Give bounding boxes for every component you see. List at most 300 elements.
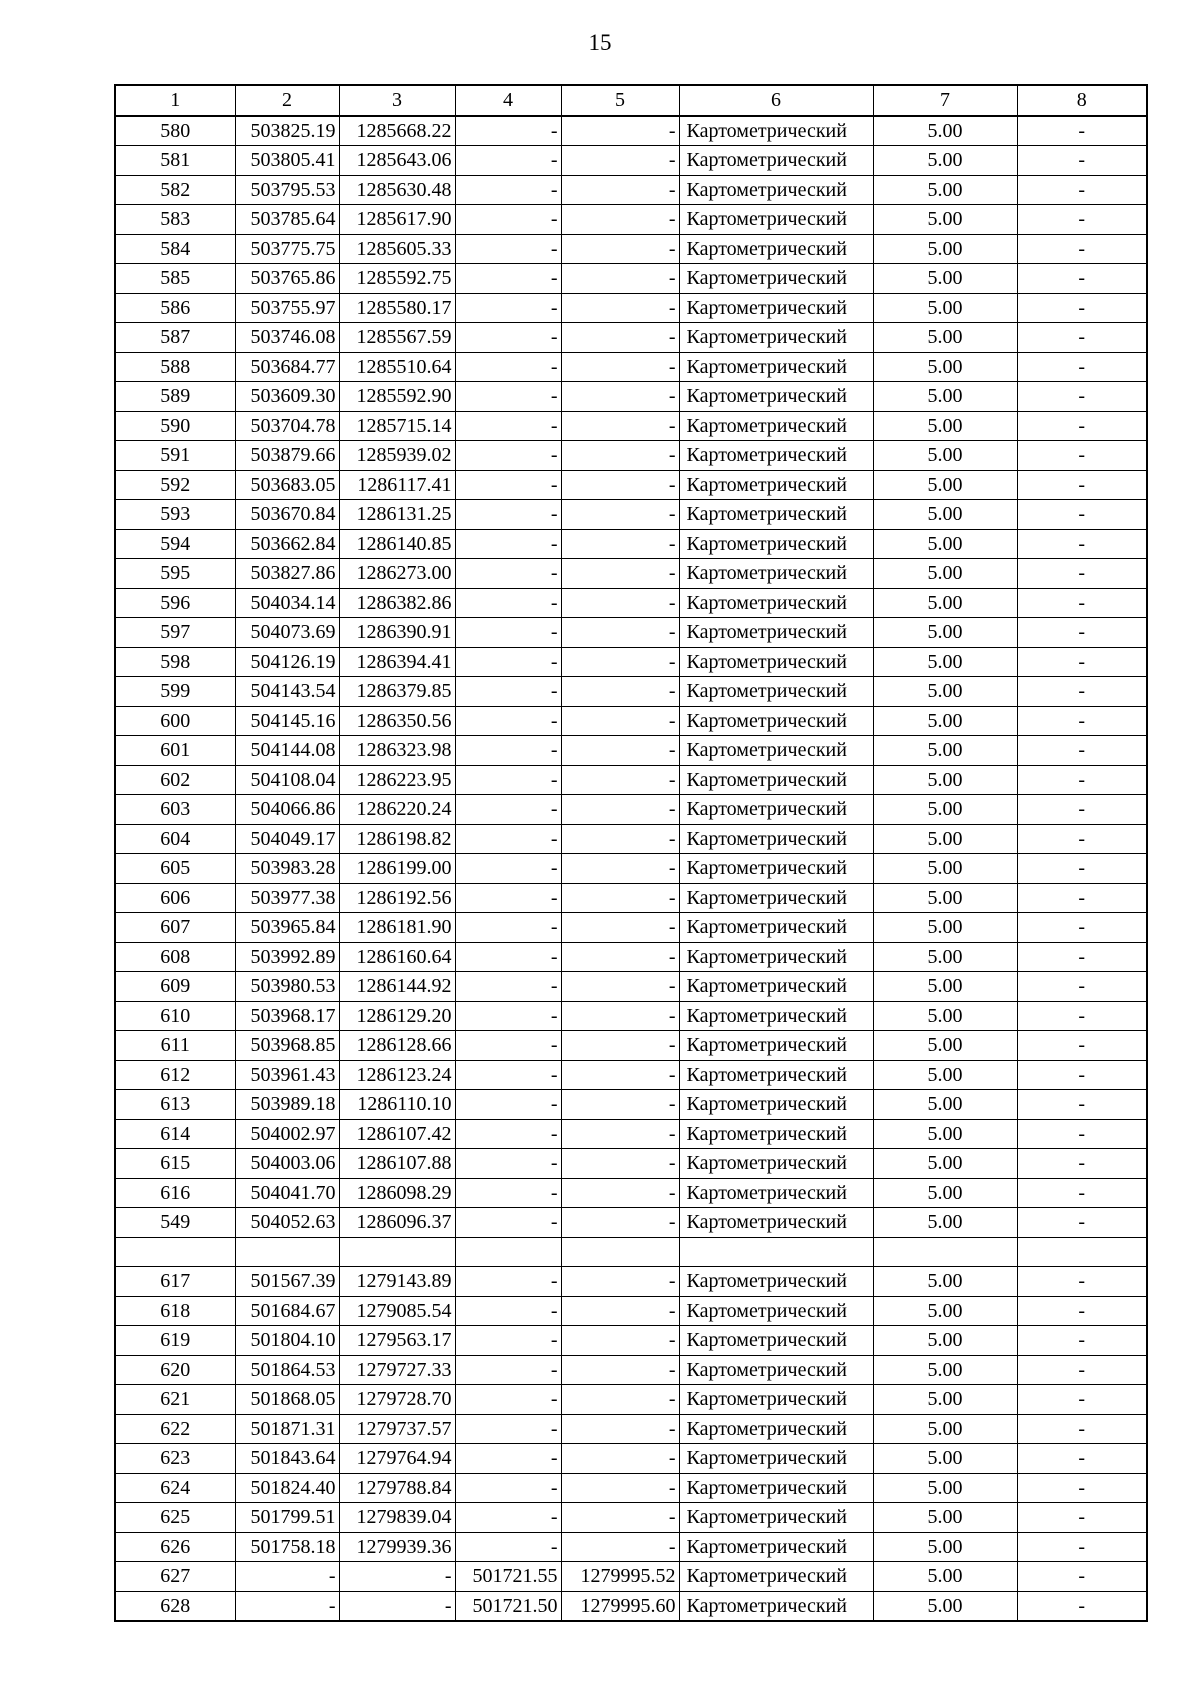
cell-y-coordinate: 1286110.10 (339, 1090, 455, 1120)
cell-accuracy: 5.00 (873, 1178, 1017, 1208)
cell-y-coordinate-alt: - (561, 588, 679, 618)
cell-accuracy: 5.00 (873, 883, 1017, 913)
cell-point-number: 585 (115, 264, 235, 294)
cell-x-coordinate-alt: - (455, 618, 561, 648)
cell-method: Картометрический (679, 972, 873, 1002)
cell-x-coordinate: 504073.69 (235, 618, 339, 648)
cell-note: - (1017, 618, 1147, 648)
table-row (115, 647, 1147, 677)
cell-method: Картометрический (679, 382, 873, 412)
table-row (115, 854, 1147, 884)
cell-y-coordinate-alt (561, 1237, 679, 1267)
cell-note: - (1017, 1119, 1147, 1149)
cell-accuracy: 5.00 (873, 264, 1017, 294)
cell-x-coordinate: 503683.05 (235, 470, 339, 500)
cell-note: - (1017, 765, 1147, 795)
cell-y-coordinate-alt: - (561, 411, 679, 441)
cell-note: - (1017, 411, 1147, 441)
cell-y-coordinate: 1279737.57 (339, 1414, 455, 1444)
cell-note: - (1017, 883, 1147, 913)
cell-x-coordinate-alt: - (455, 1503, 561, 1533)
cell-x-coordinate: 504126.19 (235, 647, 339, 677)
cell-note: - (1017, 470, 1147, 500)
cell-y-coordinate-alt: - (561, 913, 679, 943)
table-row (115, 677, 1147, 707)
cell-y-coordinate: 1286379.85 (339, 677, 455, 707)
cell-x-coordinate-alt: - (455, 559, 561, 589)
cell-accuracy: 5.00 (873, 234, 1017, 264)
cell-point-number: 581 (115, 146, 235, 176)
cell-x-coordinate: - (235, 1562, 339, 1592)
table-row (115, 795, 1147, 825)
cell-y-coordinate: - (339, 1562, 455, 1592)
cell-method: Картометрический (679, 1444, 873, 1474)
cell-y-coordinate-alt: - (561, 677, 679, 707)
cell-y-coordinate: 1279788.84 (339, 1473, 455, 1503)
cell-accuracy: 5.00 (873, 618, 1017, 648)
cell-accuracy: 5.00 (873, 824, 1017, 854)
cell-note: - (1017, 1031, 1147, 1061)
cell-note: - (1017, 972, 1147, 1002)
cell-x-coordinate: 503980.53 (235, 972, 339, 1002)
cell-point-number: 615 (115, 1149, 235, 1179)
cell-y-coordinate-alt: - (561, 441, 679, 471)
cell-method: Картометрический (679, 264, 873, 294)
cell-accuracy: 5.00 (873, 854, 1017, 884)
cell-y-coordinate: 1286390.91 (339, 618, 455, 648)
cell-y-coordinate-alt: - (561, 116, 679, 146)
table-row (115, 264, 1147, 294)
cell-note: - (1017, 382, 1147, 412)
cell-x-coordinate: 503977.38 (235, 883, 339, 913)
cell-method: Картометрический (679, 234, 873, 264)
cell-x-coordinate-alt: - (455, 293, 561, 323)
cell-y-coordinate-alt: - (561, 293, 679, 323)
cell-x-coordinate: 504144.08 (235, 736, 339, 766)
cell-y-coordinate: 1285592.90 (339, 382, 455, 412)
cell-note: - (1017, 1355, 1147, 1385)
cell-x-coordinate-alt: - (455, 352, 561, 382)
cell-y-coordinate: 1286350.56 (339, 706, 455, 736)
cell-y-coordinate: 1286382.86 (339, 588, 455, 618)
cell-x-coordinate-alt: - (455, 323, 561, 353)
table-row (115, 1237, 1147, 1267)
cell-accuracy: 5.00 (873, 913, 1017, 943)
cell-x-coordinate: 503965.84 (235, 913, 339, 943)
cell-point-number: 606 (115, 883, 235, 913)
cell-note: - (1017, 234, 1147, 264)
cell-y-coordinate: 1286199.00 (339, 854, 455, 884)
cell-accuracy: 5.00 (873, 647, 1017, 677)
cell-y-coordinate-alt: - (561, 1503, 679, 1533)
cell-y-coordinate: 1279764.94 (339, 1444, 455, 1474)
cell-point-number: 596 (115, 588, 235, 618)
cell-note: - (1017, 293, 1147, 323)
column-header-5: 5 (561, 85, 679, 116)
cell-y-coordinate-alt: - (561, 470, 679, 500)
cell-note: - (1017, 824, 1147, 854)
table-row (115, 913, 1147, 943)
cell-point-number: 580 (115, 116, 235, 146)
cell-x-coordinate: 501684.67 (235, 1296, 339, 1326)
cell-point-number: 604 (115, 824, 235, 854)
cell-x-coordinate: 504145.16 (235, 706, 339, 736)
cell-x-coordinate-alt: - (455, 146, 561, 176)
cell-x-coordinate: 504066.86 (235, 795, 339, 825)
table-row (115, 1149, 1147, 1179)
cell-x-coordinate: 503746.08 (235, 323, 339, 353)
cell-accuracy (873, 1237, 1017, 1267)
cell-method: Картометрический (679, 116, 873, 146)
cell-x-coordinate-alt (455, 1237, 561, 1267)
cell-x-coordinate-alt: 501721.50 (455, 1591, 561, 1621)
cell-accuracy: 5.00 (873, 972, 1017, 1002)
cell-x-coordinate: 504034.14 (235, 588, 339, 618)
cell-x-coordinate-alt: - (455, 1119, 561, 1149)
cell-method: Картометрический (679, 323, 873, 353)
cell-point-number: 600 (115, 706, 235, 736)
cell-method: Картометрический (679, 1178, 873, 1208)
cell-note: - (1017, 647, 1147, 677)
cell-y-coordinate-alt: - (561, 1178, 679, 1208)
cell-y-coordinate-alt: - (561, 175, 679, 205)
cell-y-coordinate: 1285630.48 (339, 175, 455, 205)
cell-y-coordinate: 1285567.59 (339, 323, 455, 353)
cell-note: - (1017, 1208, 1147, 1238)
cell-note: - (1017, 441, 1147, 471)
cell-y-coordinate-alt: - (561, 234, 679, 264)
table-row (115, 352, 1147, 382)
cell-x-coordinate: 501567.39 (235, 1267, 339, 1297)
cell-method: Картометрический (679, 677, 873, 707)
cell-y-coordinate-alt: - (561, 559, 679, 589)
cell-y-coordinate-alt: - (561, 1001, 679, 1031)
cell-point-number: 602 (115, 765, 235, 795)
cell-method: Картометрический (679, 1296, 873, 1326)
cell-x-coordinate (235, 1237, 339, 1267)
cell-y-coordinate: 1286117.41 (339, 470, 455, 500)
cell-x-coordinate: 504143.54 (235, 677, 339, 707)
cell-x-coordinate-alt: - (455, 1060, 561, 1090)
cell-x-coordinate-alt: - (455, 1149, 561, 1179)
cell-point-number: 607 (115, 913, 235, 943)
cell-y-coordinate: 1285617.90 (339, 205, 455, 235)
cell-accuracy: 5.00 (873, 470, 1017, 500)
cell-y-coordinate: 1286192.56 (339, 883, 455, 913)
cell-x-coordinate-alt: - (455, 1031, 561, 1061)
table-row (115, 1267, 1147, 1297)
cell-x-coordinate: 501864.53 (235, 1355, 339, 1385)
cell-x-coordinate-alt: - (455, 470, 561, 500)
cell-accuracy: 5.00 (873, 1562, 1017, 1592)
cell-method: Картометрический (679, 1414, 873, 1444)
cell-x-coordinate-alt: - (455, 500, 561, 530)
table-row (115, 1060, 1147, 1090)
cell-accuracy: 5.00 (873, 1031, 1017, 1061)
table-row (115, 1385, 1147, 1415)
cell-note: - (1017, 323, 1147, 353)
cell-point-number: 617 (115, 1267, 235, 1297)
cell-y-coordinate-alt: - (561, 1090, 679, 1120)
cell-note: - (1017, 500, 1147, 530)
cell-note: - (1017, 559, 1147, 589)
cell-method: Картометрический (679, 588, 873, 618)
cell-x-coordinate: 503968.85 (235, 1031, 339, 1061)
cell-x-coordinate: 503775.75 (235, 234, 339, 264)
cell-x-coordinate-alt: - (455, 765, 561, 795)
table-row (115, 1355, 1147, 1385)
cell-y-coordinate-alt: - (561, 1444, 679, 1474)
cell-method: Картометрический (679, 1591, 873, 1621)
cell-x-coordinate-alt: - (455, 1444, 561, 1474)
cell-x-coordinate-alt: - (455, 1090, 561, 1120)
cell-x-coordinate: 503670.84 (235, 500, 339, 530)
cell-point-number: 608 (115, 942, 235, 972)
cell-y-coordinate-alt: - (561, 1149, 679, 1179)
cell-y-coordinate-alt: - (561, 1326, 679, 1356)
cell-note: - (1017, 588, 1147, 618)
cell-method: Картометрический (679, 1562, 873, 1592)
table-row (115, 1001, 1147, 1031)
cell-method: Картометрический (679, 942, 873, 972)
cell-accuracy: 5.00 (873, 116, 1017, 146)
cell-point-number: 587 (115, 323, 235, 353)
cell-y-coordinate: 1286223.95 (339, 765, 455, 795)
cell-accuracy: 5.00 (873, 293, 1017, 323)
cell-x-coordinate-alt: - (455, 942, 561, 972)
cell-x-coordinate-alt: - (455, 706, 561, 736)
table-row (115, 323, 1147, 353)
cell-point-number: 584 (115, 234, 235, 264)
cell-y-coordinate: 1285715.14 (339, 411, 455, 441)
cell-method: Картометрический (679, 913, 873, 943)
cell-accuracy: 5.00 (873, 146, 1017, 176)
cell-x-coordinate-alt: - (455, 824, 561, 854)
cell-method: Картометрический (679, 1355, 873, 1385)
cell-point-number: 628 (115, 1591, 235, 1621)
cell-x-coordinate: 501824.40 (235, 1473, 339, 1503)
cell-x-coordinate: 503992.89 (235, 942, 339, 972)
cell-point-number: 616 (115, 1178, 235, 1208)
cell-x-coordinate: 503609.30 (235, 382, 339, 412)
cell-y-coordinate-alt: 1279995.52 (561, 1562, 679, 1592)
cell-y-coordinate: 1285592.75 (339, 264, 455, 294)
cell-method: Картометрический (679, 1473, 873, 1503)
cell-x-coordinate: 503684.77 (235, 352, 339, 382)
cell-accuracy: 5.00 (873, 205, 1017, 235)
cell-y-coordinate-alt: - (561, 1355, 679, 1385)
cell-x-coordinate-alt: - (455, 411, 561, 441)
cell-method: Картометрический (679, 854, 873, 884)
cell-note: - (1017, 1267, 1147, 1297)
cell-point-number: 592 (115, 470, 235, 500)
cell-x-coordinate: 501871.31 (235, 1414, 339, 1444)
cell-note: - (1017, 146, 1147, 176)
cell-point-number: 605 (115, 854, 235, 884)
cell-point-number: 627 (115, 1562, 235, 1592)
cell-x-coordinate-alt: - (455, 883, 561, 913)
cell-note: - (1017, 736, 1147, 766)
cell-y-coordinate: 1286129.20 (339, 1001, 455, 1031)
cell-note: - (1017, 795, 1147, 825)
cell-note: - (1017, 706, 1147, 736)
cell-y-coordinate-alt: - (561, 352, 679, 382)
cell-point-number: 582 (115, 175, 235, 205)
cell-method: Картометрический (679, 470, 873, 500)
cell-note: - (1017, 1562, 1147, 1592)
cell-accuracy: 5.00 (873, 175, 1017, 205)
cell-point-number: 583 (115, 205, 235, 235)
cell-x-coordinate-alt: - (455, 1296, 561, 1326)
column-header-8: 8 (1017, 85, 1147, 116)
table-row (115, 382, 1147, 412)
cell-y-coordinate-alt: - (561, 854, 679, 884)
table-row (115, 972, 1147, 1002)
cell-x-coordinate-alt: - (455, 1001, 561, 1031)
cell-point-number: 595 (115, 559, 235, 589)
table-row (115, 293, 1147, 323)
cell-method: Картометрический (679, 765, 873, 795)
cell-y-coordinate: 1285605.33 (339, 234, 455, 264)
cell-x-coordinate: 503968.17 (235, 1001, 339, 1031)
cell-accuracy: 5.00 (873, 411, 1017, 441)
cell-method: Картометрический (679, 146, 873, 176)
cell-x-coordinate: 503827.86 (235, 559, 339, 589)
cell-accuracy: 5.00 (873, 382, 1017, 412)
cell-x-coordinate-alt: - (455, 1267, 561, 1297)
cell-x-coordinate-alt: - (455, 441, 561, 471)
table-row (115, 146, 1147, 176)
cell-note: - (1017, 529, 1147, 559)
cell-y-coordinate-alt: - (561, 795, 679, 825)
cell-y-coordinate: 1286140.85 (339, 529, 455, 559)
column-header-2: 2 (235, 85, 339, 116)
cell-y-coordinate: 1286160.64 (339, 942, 455, 972)
cell-point-number: 594 (115, 529, 235, 559)
cell-method: Картометрический (679, 352, 873, 382)
cell-method: Картометрический (679, 500, 873, 530)
cell-y-coordinate-alt: - (561, 1060, 679, 1090)
cell-note: - (1017, 677, 1147, 707)
cell-note: - (1017, 1532, 1147, 1562)
cell-y-coordinate-alt: - (561, 1414, 679, 1444)
cell-y-coordinate-alt: - (561, 264, 679, 294)
cell-accuracy: 5.00 (873, 1503, 1017, 1533)
cell-note: - (1017, 1326, 1147, 1356)
cell-accuracy: 5.00 (873, 441, 1017, 471)
cell-x-coordinate-alt: - (455, 382, 561, 412)
cell-x-coordinate-alt: - (455, 1355, 561, 1385)
cell-y-coordinate-alt: - (561, 736, 679, 766)
cell-note: - (1017, 854, 1147, 884)
cell-point-number: 619 (115, 1326, 235, 1356)
cell-y-coordinate-alt: - (561, 883, 679, 913)
cell-point-number: 626 (115, 1532, 235, 1562)
cell-method: Картометрический (679, 1385, 873, 1415)
table-row (115, 205, 1147, 235)
cell-note: - (1017, 1414, 1147, 1444)
table-row (115, 1031, 1147, 1061)
cell-note: - (1017, 1001, 1147, 1031)
cell-x-coordinate: 501804.10 (235, 1326, 339, 1356)
cell-y-coordinate: 1286273.00 (339, 559, 455, 589)
cell-note (1017, 1237, 1147, 1267)
table-row (115, 1503, 1147, 1533)
cell-method: Картометрический (679, 824, 873, 854)
cell-method: Картометрический (679, 736, 873, 766)
cell-note: - (1017, 1385, 1147, 1415)
cell-x-coordinate-alt: - (455, 529, 561, 559)
cell-point-number: 620 (115, 1355, 235, 1385)
cell-x-coordinate: 503825.19 (235, 116, 339, 146)
cell-point-number: 549 (115, 1208, 235, 1238)
cell-point-number: 625 (115, 1503, 235, 1533)
cell-y-coordinate: 1286098.29 (339, 1178, 455, 1208)
cell-y-coordinate: 1279728.70 (339, 1385, 455, 1415)
cell-x-coordinate-alt: - (455, 913, 561, 943)
cell-point-number: 611 (115, 1031, 235, 1061)
table-row (115, 234, 1147, 264)
table-row (115, 1532, 1147, 1562)
table-row (115, 1119, 1147, 1149)
cell-point-number: 593 (115, 500, 235, 530)
table-row (115, 942, 1147, 972)
cell-method: Картометрический (679, 706, 873, 736)
page-number: 15 (588, 30, 612, 55)
cell-y-coordinate-alt: 1279995.60 (561, 1591, 679, 1621)
cell-y-coordinate-alt: - (561, 529, 679, 559)
cell-point-number: 621 (115, 1385, 235, 1415)
cell-method: Картометрический (679, 795, 873, 825)
cell-accuracy: 5.00 (873, 1473, 1017, 1503)
cell-x-coordinate-alt: - (455, 588, 561, 618)
cell-note: - (1017, 1178, 1147, 1208)
cell-note: - (1017, 352, 1147, 382)
cell-point-number: 622 (115, 1414, 235, 1444)
column-header-1: 1 (115, 85, 235, 116)
table-row (115, 500, 1147, 530)
cell-point-number: 613 (115, 1090, 235, 1120)
cell-y-coordinate: 1286144.92 (339, 972, 455, 1002)
cell-note: - (1017, 1296, 1147, 1326)
cell-y-coordinate: 1285580.17 (339, 293, 455, 323)
cell-accuracy: 5.00 (873, 677, 1017, 707)
cell-note: - (1017, 1503, 1147, 1533)
table-header (115, 85, 1147, 116)
cell-accuracy: 5.00 (873, 736, 1017, 766)
cell-method: Картометрический (679, 293, 873, 323)
cell-x-coordinate-alt: - (455, 647, 561, 677)
cell-y-coordinate: 1286128.66 (339, 1031, 455, 1061)
cell-note: - (1017, 942, 1147, 972)
table-row (115, 1562, 1147, 1592)
table-row (115, 116, 1147, 146)
cell-y-coordinate-alt: - (561, 1296, 679, 1326)
cell-x-coordinate-alt: - (455, 1178, 561, 1208)
cell-y-coordinate: 1286123.24 (339, 1060, 455, 1090)
table-row (115, 1591, 1147, 1621)
cell-x-coordinate-alt: 501721.55 (455, 1562, 561, 1592)
column-header-3: 3 (339, 85, 455, 116)
cell-method: Картометрический (679, 441, 873, 471)
cell-point-number: 598 (115, 647, 235, 677)
cell-accuracy: 5.00 (873, 1326, 1017, 1356)
table-row (115, 1414, 1147, 1444)
cell-x-coordinate: 503662.84 (235, 529, 339, 559)
cell-accuracy: 5.00 (873, 1090, 1017, 1120)
cell-note: - (1017, 1149, 1147, 1179)
cell-x-coordinate: 501868.05 (235, 1385, 339, 1415)
